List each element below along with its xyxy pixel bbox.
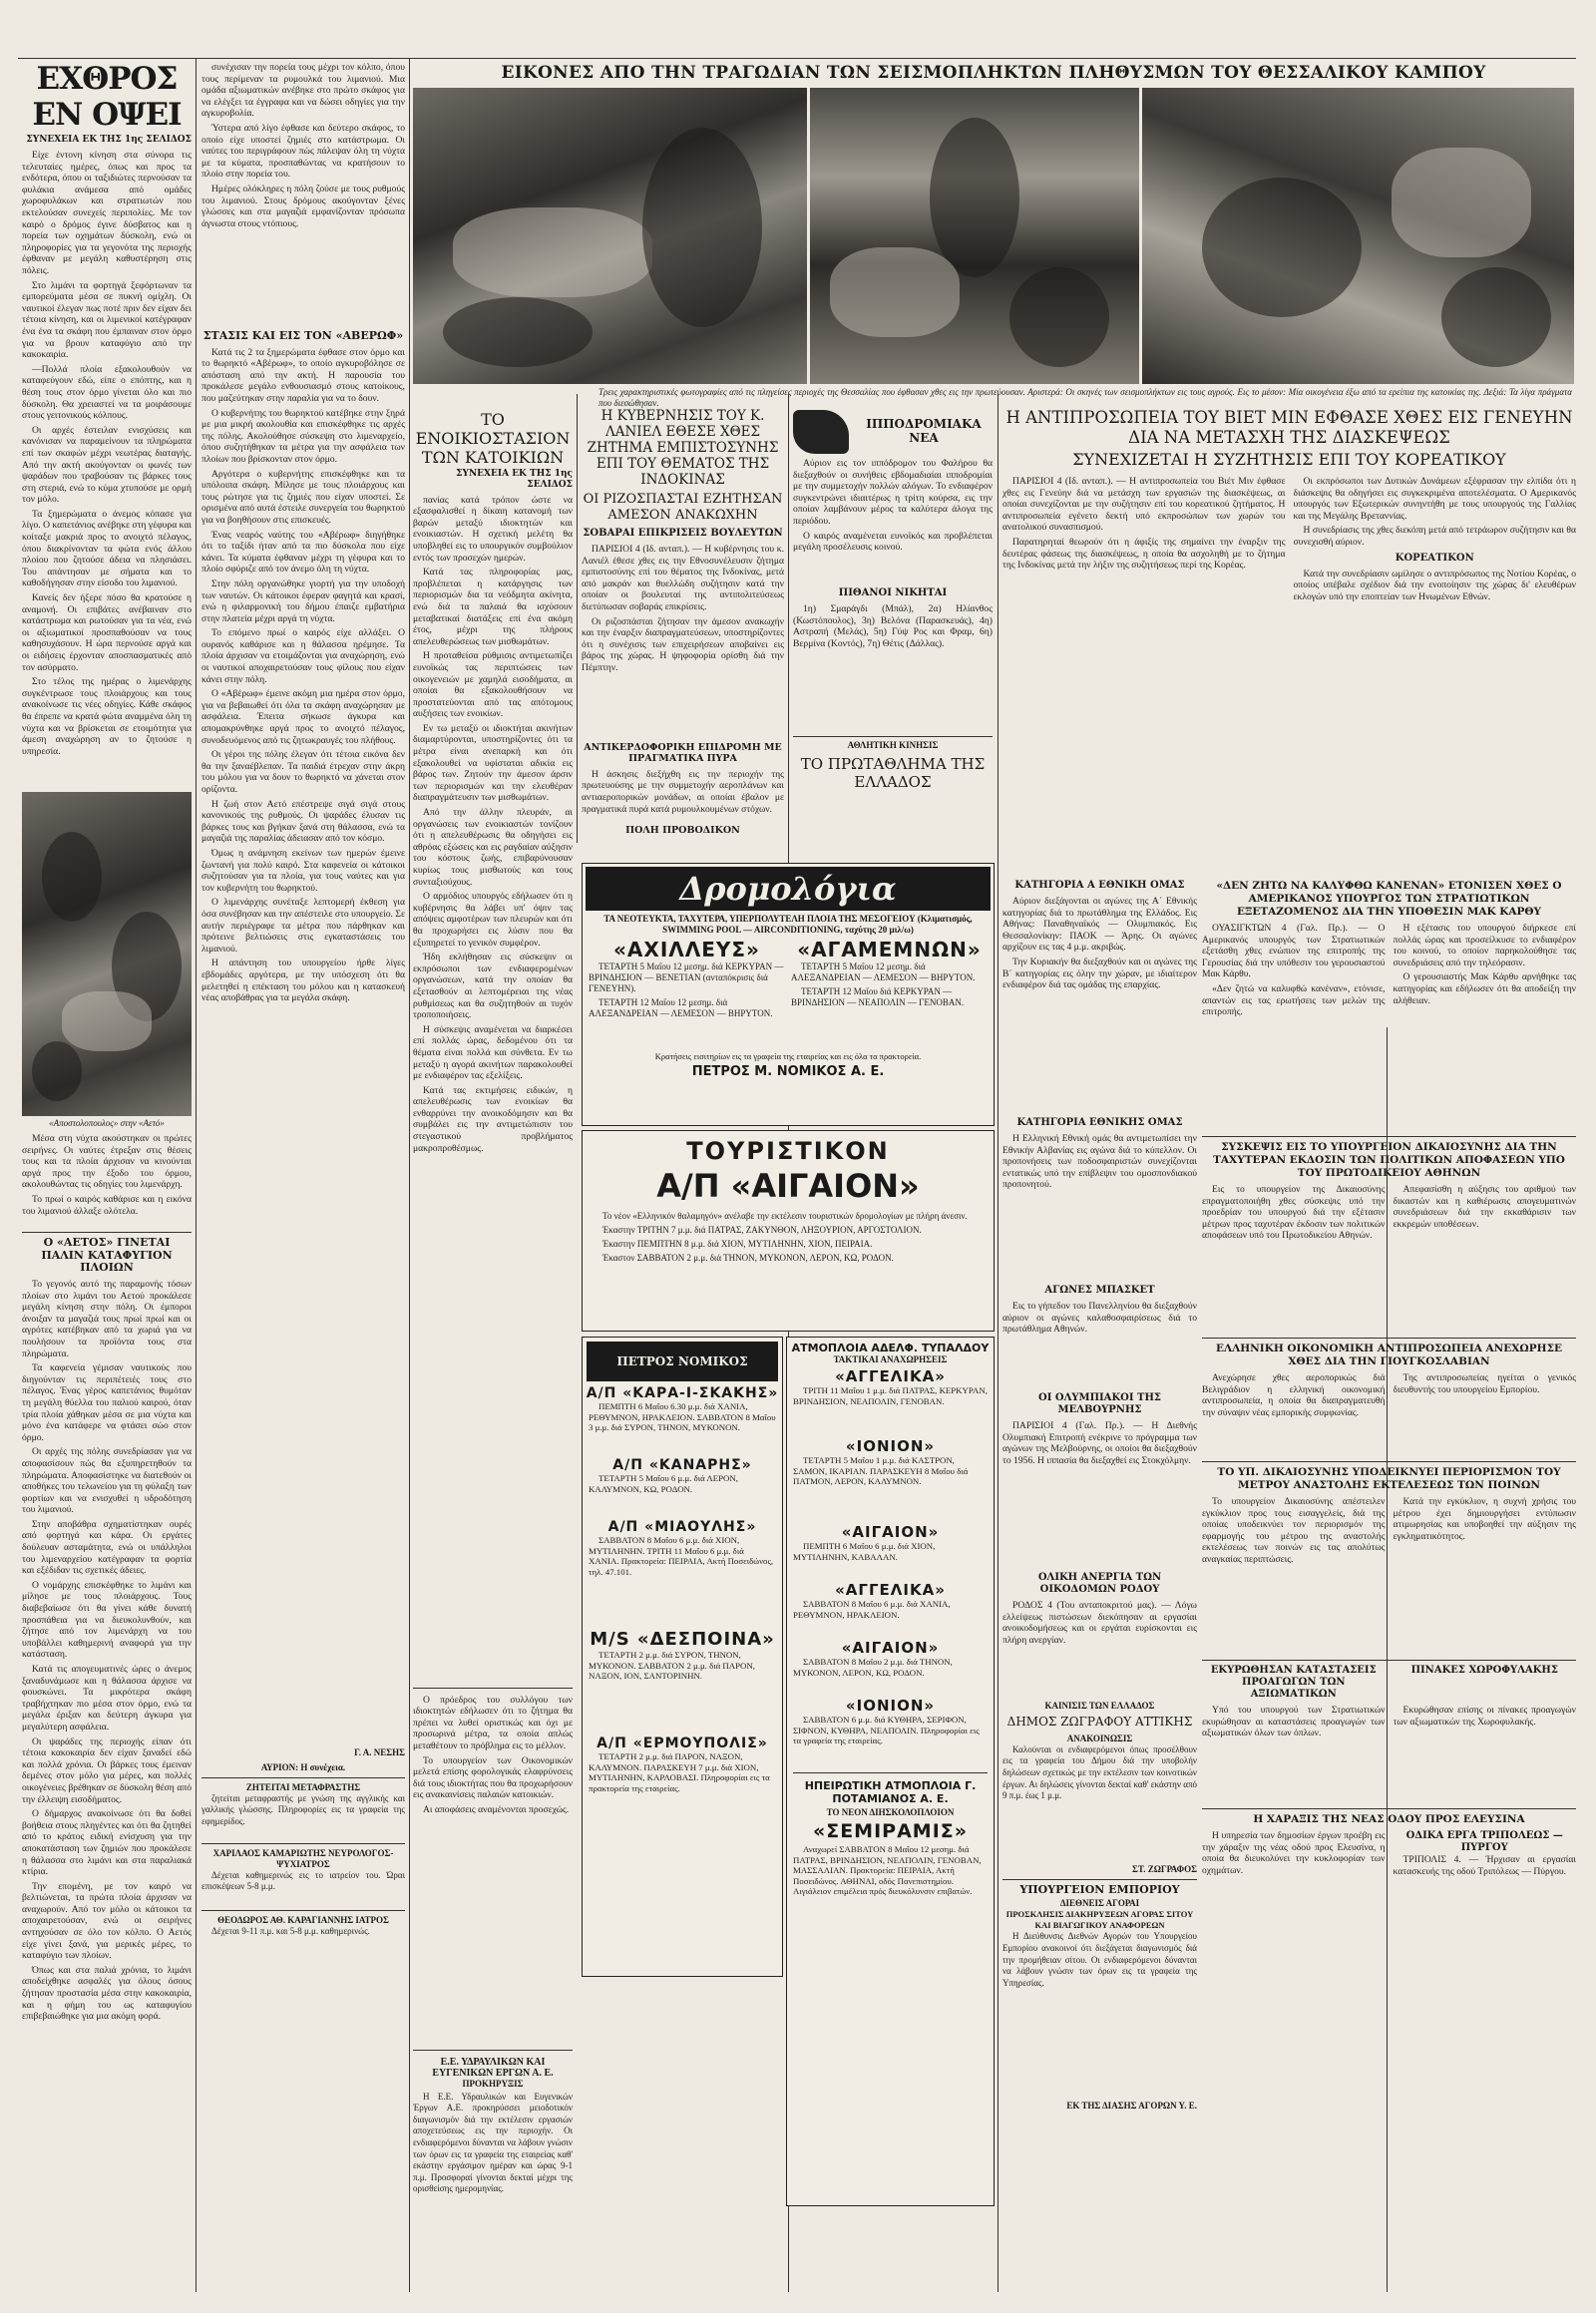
section-divider: [413, 1688, 573, 1689]
ship-schedule: ΤΕΤΑΡΤΗ 5 Μαΐου 6 μ.μ. διά ΛΕΡΟΝ, ΚΑΛΥΜΝΟΝ, ΚΩ, ΡΟΔΟΝ.: [589, 1473, 738, 1494]
article-body: Εις το υπουργείον της Δικαιοσύνης επραγματοποιήθη χθες σύσκεψις υπό την προεδρίαν του υπουργού διά την εξέτασιν μέτρων προς ταχυτέραν έκδοσιν των πολιτικών αποφάσεων υπό του Πρωτοδικείου Αθηνών.: [1202, 1184, 1386, 1242]
article-title: ΤΟ ΕΝΟΙΚΙΟΣΤΑΣΙΟΝ ΤΩΝ ΚΑΤΟΙΚΙΩΝ: [415, 410, 571, 467]
ship-name: «ΑΙΓΑΙΟΝ»: [841, 1639, 940, 1657]
section-headline: ΚΑΤΗΓΟΡΙΑ ΕΘΝΙΚΗΣ ΟΜΑΣ: [1016, 1117, 1183, 1128]
notice-subtitle: ΠΡΟΣΚΛΗΣΙΣ ΔΙΑΚΗΡΥΞΕΩΝ ΑΓΟΡΑΣ ΣΙΤΟΥ ΚΑΙ ΒΙΑΓΩΓΙΚΟΥ ΑΝΑΦΟΡΕΩΝ: [1005, 1909, 1194, 1931]
continued-note: ΣΥΝΕΧΕΙΑ ΕΚ ΤΗΣ 1ης ΣΕΛΙΔΟΣ: [26, 135, 192, 146]
article-subtitle: ΟΙ ΡΙΖΟΣΠΑΣΤΑΙ ΕΖΗΤΗΣΑΝ ΑΜΕΣΟΝ ΑΝΑΚΩΧΗΝ: [583, 492, 783, 523]
dromologia-logo: Δρομολόγια: [586, 867, 991, 911]
notice-signature: ΣΤ. ΖΩΓΡΑΦΟΣ: [1131, 1863, 1197, 1874]
photo-caption: «Αποστολοπουλος» στην «Αετό»: [49, 1118, 165, 1129]
classified-body: ζητείται μεταφραστής με γνώση της αγγλικής και γαλλικής γλώσσης. Πληροφορίες εις τα γραφεία της εφημερίδος.: [201, 1792, 405, 1826]
nomikos-box: [582, 1337, 783, 1977]
typaldou-box: [786, 1337, 995, 2206]
section-headline: ΕΚΥΡΩΘΗΣΑΝ ΚΑΤΑΣΤΑΣΕΙΣ ΠΡΟΑΓΩΓΩΝ ΤΩΝ ΑΞΙΩΜΑΤΙΚΩΝ: [1210, 1665, 1377, 1700]
ship-name: «ΑΓΑΜΕΜΝΩΝ»: [797, 938, 982, 962]
tomorrow-note: ΑΥΡΙΟΝ: Η συνέχεια.: [260, 1761, 346, 1772]
ship-schedule: ΤΕΤΑΡΤΗ 2 μ.μ. διά ΠΑΡΟΝ, ΝΑΞΟΝ, ΚΑΛΥΜΝΟΝ. ΠΑΡΑΣΚΕΥΗ 7 μ.μ. διά ΧΙΟΝ, ΜΥΤΙΛΗΝΗΝ, ΚΑΡΛΟΒΑΣΙ. Πληροφορίαι εις τα πρακτορεία της εταιρείας.: [589, 1751, 770, 1793]
ship-name: Α/Π «ΜΙΑΟΥΛΗΣ»: [607, 1519, 757, 1535]
section-headline: Ο «ΑΕΤΟΣ» ΓΙΝΕΤΑΙ ΠΑΛΙΝ ΚΑΤΑΦΥΓΙΟΝ ΠΛΟΙΩΝ: [41, 1236, 173, 1275]
touristikon-body: Το νέον «Ελληνικόν θαλαμηγόν» ανέλαβε την εκτέλεσιν τουριστικών δρομολογίων με πλήρη άνεσιν. Έκαστην ΤΡΙΤΗΝ 7 μ.μ. διά ΠΑΤΡΑΣ, ΖΑΚΥΝΘΟΝ, ΛΗΞΟΥΡΙΟΝ, ΑΡΓΟΣΤΟΛΙΟΝ. Έκαστην ΠΕΜΠΤΗΝ 8 μ.μ. διά ΧΙΟΝ, ΜΥΤΙΛΗΝΗΝ, ΧΙΟΝ, ΠΕΙΡΑΙΑ. Έκαστον ΣΑΒΒΑΤΟΝ 2 μ.μ. διά ΤΗΝΟΝ, ΜΥΚΟΝΟΝ, ΛΕΡΟΝ, ΚΩ, ΡΟΔΟΝ.: [602, 1211, 968, 1263]
touristikon-title: ΤΟΥΡΙΣΤΙΚΟΝ: [686, 1137, 890, 1165]
classified-ad: ΧΑΡΙΛΑΟΣ ΚΑΜΑΡΙΩΤΗΣ ΝΕΥΡΟΛΟΓΟΣ-ΨΥΧΙΑΤΡΟΣ: [212, 1847, 394, 1869]
article-title: ΕΧΘΡΟΣ ΕΝ ΟΨΕΙ: [32, 61, 182, 133]
earthquake-photo-left: [413, 88, 807, 384]
byline: Γ. Α. ΝΕΣΗΣ: [354, 1746, 405, 1757]
article-body: Αύριον διεξάγονται οι αγώνες της Α΄ Εθνικής κατηγορίας διά το πρωτάθλημα της Ελλάδος. Εις Αθήνας: Παναθηναϊκός — Ολυμπιακός. Εις Θεσσαλονίκην: ΠΑΟΚ — Άρης. Οι αγώνες αρχίζουν εις τας 4 μ.μ. ακριβώς. Την Κυριακήν θα διεξαχθούν και οι αγώνες της Β΄ κατηγορίας εις όλην την χώραν, με ιδιαίτερον ενδιαφέρον διά τας ομάδας της επαρχίας.: [1002, 896, 1197, 991]
section-headline: ΠΙΘΑΝΟΙ ΝΙΚΗΤΑΙ: [838, 587, 948, 598]
ship-name: Α/Π «ΕΡΜΟΥΠΟΛΙΣ»: [597, 1735, 768, 1751]
section-label: ΚΑΙΝΙΣΙΣ ΤΩΝ ΕΛΛΑΔΟΣ: [1044, 1701, 1155, 1711]
article-body: Μέσα στη νύχτα ακούστηκαν οι πρώτες σειρήνες. Οι ναύτες έτρεξαν στις θέσεις τους και τα πλοία άρχισαν να κινούνται αργά προς την έξοδο του όρμου, ακολουθώντας τις οδηγίες του λιμενάρχη. Το πρωί ο καιρός καθάρισε και η εικόνα του λιμανιού άλλαξε ολότελα.: [22, 1133, 192, 1217]
horse-race-icon: [793, 410, 849, 454]
ship-name: M/S «ΔΕΣΠΟΙΝΑ»: [590, 1629, 775, 1650]
notice-title: Ε.Ε. ΥΔΡΑΥΛΙΚΩΝ ΚΑΙ ΕΥΓΕΝΙΚΩΝ ΕΡΓΩΝ Α. Ε.: [432, 2056, 554, 2079]
article-body: Υπό του υπουργού των Στρατιωτικών εκυρώθησαν αι καταστάσεις προαγωγών των αξιωματικών όλων των όπλων.: [1202, 1705, 1386, 1739]
notice-title: ΔΗΜΟΣ ΖΩΓΡΑΦΟΥ ΑΤΤΙΚΗΣ: [1006, 1715, 1193, 1729]
typaldou-title: ΑΤΜΟΠΛΟΙΑ ΑΔΕΛΦ. ΤΥΠΑΛΔΟΥ: [791, 1342, 990, 1354]
ship-name: Α/Π «ΚΑΝΑΡΗΣ»: [612, 1457, 752, 1473]
section-headline: ΚΑΤΗΓΟΡΙΑ Α ΕΘΝΙΚΗ ΟΜΑΣ: [1014, 880, 1185, 891]
section-divider: [793, 736, 993, 737]
ship-name: «ΙΟΝΙΟΝ»: [845, 1697, 936, 1715]
column-1: [22, 60, 192, 2294]
notice-title: ΥΠΟΥΡΓΕΙΟΝ ΕΜΠΟΡΙΟΥ: [1019, 1882, 1180, 1896]
section-divider: [201, 1910, 405, 1911]
dromologia-contact: Κρατήσεις εισιτηρίων εις τα γραφεία της εταιρείας και εις όλα τα πρακτορεία.: [654, 1051, 922, 1061]
ship-name: «ΑΧΙΛΛΕΥΣ»: [613, 938, 760, 962]
column-5-lower: [793, 860, 993, 1329]
article-body: ΠΑΡΙΣΙΟΙ 4 (Ιδ. ανταπ.). — Η αντιπροσωπεία του Βιέτ Μιν έφθασε χθες εις Γενεύην διά να μετάσχη των εργασιών της διασκέψεως, αι οποίαι συνεχίζονται με την συζήτησιν επί του κορεατικού ζητήματος. Η αντιπροσωπεία εγένετο δεκτή υπό εκπροσώπων των χωρών του ανατολικού συνασπισμού. Παρατηρηταί θεωρούν ότι η άφιξίς της σημαίνει την έναρξιν της δευτέρας φάσεως της διασκέψεως, η οποία θα ασχοληθή με το ζήτημα της Ινδοκίνας μετά την λήξιν της συζητήσεως περί της Κορέας.: [1002, 476, 1286, 572]
article-body: Είχε έντονη κίνηση στα σύνορα τις τελευταίες ημέρες, όπως και προς τα ενδότερα, όπου οι ταξιδιώτες περνούσαν τα φυλάκια ανάμεσα από ομάδες χωροφυλάκων και στρατιωτών που εκτελούσαν συνεχείς περιπολίες. Με τον καιρό ο δρόμος έγινε δύσβατος και η πορεία των οχημάτων δύσκολη, ενώ οι πληροφορίες για τα γεγονότα της περιοχής έφθαναν με μεγάλη καθυστέρηση στις πόλεις. Στο λιμάνι τα φορτηγά ξεφόρτωναν τα εμπορεύματα μέσα σε πυκνή ομίχλη. Οι ναυτικοί έλεγαν πως ποτέ πριν δεν είχαν δει τέτοια κίνηση, και οι λιμενικοί κατέγραφαν ένα ένα τα σκάφη που έμπαιναν στον όρμο για να βρουν καταφύγιο από την κακοκαιρία. —Πολλά πλοία εξακολουθούν να καταφεύγουν εδώ, είπε ο επόπτης, και η θέση τους στον όρμο γίνεται όλο και πιο δύσκολη. Θα χρειαστεί να τα μοιράσουμε στους γειτονικούς κόλπους. Οι αρχές έστειλαν ενισχύσεις και κανόνισαν να παραμείνουν τα πληρώματα επί των σκαφών μέχρι νεωτέρας διαταγής. Από την ακτή ακούγονταν οι φωνές των ψαράδων που τραβούσαν τις βάρκες τους στη στεριά, ενώ το κύμα χτυπούσε με ορμή τον μόλο. Τα ξημερώματα ο άνεμος κόπασε για λίγο. Ο καπετάνιος ανέβηκε στη γέφυρα και κοίταξε μακριά προς το ανοιχτό πέλαγος, όπου διακρίνονταν τα φώτα ενός άλλου πλοίου που ζητούσε άδεια να πλησιάσει. Του απάντησαν με σήματα και το καθοδήγησαν στην είσοδο του λιμανιού. Κανείς δεν ήξερε πόσο θα κρατούσε η αναμονή. Οι επιβάτες ανέβαιναν στο κατάστρωμα και ρωτούσαν για τα νέα, ενώ οι αξιωματικοί προσπαθούσαν να τους καθησυχάσουν. Η ώρα περνούσε αργά και οι ειδήσεις έρχονταν αποσπασματικές από τον ασύρματο. Στο τέλος της ημέρας ο λιμενάρχης συγκέντρωσε τους πλοιάρχους και τους ανακοίνωσε τις νέες οδηγίες. Κάθε σκάφος θα έπρεπε να κρατά φώτα αναμμένα όλη τη νύχτα και να βρίσκεται σε ετοιμότητα για άμεση αναχώρηση αν το ζητούσε η υπηρεσία.: [22, 150, 192, 757]
article-body: Αύριον εις τον ιππόδρομον του Φαλήρου θα διεξαχθούν οι συνήθεις εβδομαδιαίαι ιπποδρομίαι με την συμμετοχήν πολλών αλόγων. Το ενδιαφέρον συγκεντρώνει ιδιαιτέρως η τρίτη κούρσα, εις την οποίαν λαμβάνουν μέρος τα καλύτερα άλογα της περιόδου. Ο καιρός αναμένεται ευνοϊκός και προβλέπεται μεγάλη προσέλευσις κοινού.: [793, 458, 993, 554]
section-headline: Η ΧΑΡΑΞΙΣ ΤΗΣ ΝΕΑΣ ΟΔΟΥ ΠΡΟΣ ΕΛΕΥΣΙΝΑ: [1253, 1813, 1525, 1825]
section-divider: [22, 1232, 192, 1233]
section-divider: [793, 1772, 988, 1773]
article-title: Η ΑΝΤΙΠΡΟΣΩΠΕΙΑ ΤΟΥ ΒΙΕΤ ΜΙΝ ΕΦΘΑΣΕ ΧΘΕΣ ΕΙΣ ΓΕΝΕΥΗΝ ΔΙΑ ΝΑ ΜΕΤΑΣΧΗ ΤΗΣ ΔΙΑΣΚΕΨΕΩΣ: [1005, 408, 1573, 447]
section-divider: [201, 1777, 405, 1778]
article-body: Κατά την εγκύκλιον, η συχνή χρήσις του μέτρου έχει δημιουργήσει εντύπωσιν ατιμωρησίας και υποβοηθεί την αύξησιν της εγκληματικότητος.: [1393, 1496, 1576, 1542]
earthquake-photo-center: [810, 88, 1139, 384]
ship-name: «ΑΙΓΑΙΟΝ»: [841, 1523, 940, 1541]
column-4: [582, 404, 784, 823]
notice-subtitle: ΠΡΟΚΗΡΥΞΙΣ: [462, 2078, 524, 2089]
article-body: Η Ελληνική Εθνική ομάς θα αντιμετωπίσει την Εθνικήν Αλβανίας εις αγώνα διά το κύπελλον. Οι προπονήσεις των ποδοσφαιριστών συνεχίζονται εντατικώς υπό την επίβλεψιν του ομοσπονδιακού προπονητού.: [1002, 1133, 1197, 1191]
classified-body: Δέχεται καθημερινώς εις το ιατρείον του. Ώραι επισκέψεων 5-8 μ.μ.: [201, 1869, 405, 1892]
article-body: ΠΑΡΙΣΙΟΙ 4 (Ιδ. ανταπ.). — Η κυβέρνησις του κ. Λανιέλ έθεσε χθες εις την Εθνοσυνέλευσιν ζήτημα εμπιστοσύνης επί του θέματος της Ινδοκίνας, μετά από μακράν και θυελλώδη συζήτησιν κατά την οποίαν οι βουλευταί της αντιπολιτεύσεως διετύπωσαν σοβαράς επικρίσεις. Οι ριζοσπάσται ζήτησαν την άμεσον ανακωχήν και την έναρξιν διαπραγματεύσεων, υποστηρίζοντες ότι η συνέχισις των επιχειρήσεων αποβαίνει εις βάρος της χώρας. Η ψηφοφορία ορίσθη διά την Πέμπτην.: [582, 544, 784, 673]
top-border: [18, 58, 1576, 59]
section-divider: [1002, 1879, 1197, 1880]
section-headline: ΣΤΑΣΙΣ ΚΑΙ ΕΙΣ ΤΟΝ «ΑΒΕΡΩΦ»: [202, 329, 404, 342]
classified-ad: ΘΕΟΔΩΡΟΣ ΑΘ. ΚΑΡΑΓΙΑΝΝΗΣ ΙΑΤΡΟΣ: [217, 1914, 389, 1925]
ship-name: «ΑΓΓΕΛΙΚΑ»: [835, 1581, 946, 1599]
article-body: Ανεχώρησε χθες αεροπορικώς διά Βελιγράδιον η ελληνική οικονομική αντιπροσωπεία, η οποία θα διαπραγματευθή την σύναψιν νέας εμπορικής συμφωνίας.: [1202, 1372, 1386, 1418]
article-body: Της αντιπροσωπείας ηγείται ο γενικός διευθυντής του υπουργείου Εμπορίου.: [1393, 1372, 1576, 1395]
section-label: ΑΘΛΗΤΙΚΗ ΚΙΝΗΣΙΣ: [847, 740, 939, 750]
ship-schedule: ΣΑΒΒΑΤΟΝ 8 Μαΐου 6 μ.μ. διά ΧΙΟΝ, ΜΥΤΙΛΗΝΗΝ. ΤΡΙΤΗ 11 Μαΐου 6 μ.μ. διά ΧΑΝΙΑ. Πρακτορεία: ΠΕΙΡΑΙΑ, Ακτή Ποσειδώνος, τηλ. 47.101.: [589, 1535, 774, 1577]
article-subtitle: ΣΥΝΕΧΙΖΕΤΑΙ Η ΣΥΖΗΤΗΣΙΣ ΕΠΙ ΤΟΥ ΚΟΡΕΑΤΙΚΟΥ: [1072, 450, 1506, 469]
section-headline: «ΔΕΝ ΖΗΤΩ ΝΑ ΚΑΛΥΦΘΩ ΚΑΝΕΝΑΝ» ΕΤΟΝΙΣΕΝ ΧΘΕΣ Ο ΑΜΕΡΙΚΑΝΟΣ ΥΠΟΥΡΓΟΣ ΤΩΝ ΣΤΡΑΤΙΩΤΙΚΩΝ ΕΞΕΤΑΖΟΜΕΝΟΣ ΔΙΑ ΤΗΝ ΥΠΟΘΕΣΙΝ ΜΑΚ ΚΑΡΘΥ: [1216, 880, 1562, 918]
section-headline: ΣΥΣΚΕΨΙΣ ΕΙΣ ΤΟ ΥΠΟΥΡΓΕΙΟΝ ΔΙΚΑΙΟΣΥΝΗΣ ΔΙΑ ΤΗΝ ΤΑΧΥΤΕΡΑΝ ΕΚΔΟΣΙΝ ΤΩΝ ΠΟΛΙΤΙΚΩΝ ΑΠΟΦΑΣΕΩΝ ΥΠΟ ΤΟΥ ΠΡΩΤΟΔΙΚΕΙΟΥ ΑΘΗΝΩΝ: [1213, 1141, 1565, 1179]
column-sports: [1002, 878, 1197, 2294]
section-divider: [1202, 1338, 1576, 1339]
section-title: ΙΠΠΟΔΡΟΜΙΑΚΑ ΝΕΑ: [866, 417, 982, 445]
column-3: [413, 404, 573, 2289]
notice-body: Καλούνται οι ενδιαφερόμενοι όπως προσέλθουν εις τα γραφεία του Δήμου διά την υποβολήν δηλώσεων σχετικώς με την εκτέλεσιν των κοινοτικών έργων. Αι δηλώσεις γίνονται δεκταί καθ' εκάστην από 9 π.μ. έως 1 μ.μ.: [1002, 1743, 1197, 1801]
section-headline: ΣΟΒΑΡΑΙ ΕΠΙΚΡΙΣΕΙΣ ΒΟΥΛΕΥΤΩΝ: [583, 528, 783, 539]
section-divider: [1202, 1461, 1576, 1462]
ship-schedule: ΣΑΒΒΑΤΟΝ 6 μ.μ. διά ΚΥΘΗΡΑ, ΣΕΡΙΦΟΝ, ΣΙΦΝΟΝ, ΚΥΘΗΡΑ, ΝΕΑΠΟΛΙΝ. Πληροφορίαι εις τα γραφεία της εταιρείας.: [793, 1715, 980, 1745]
ship-schedule: ΠΕΜΠΤΗ 6 Μαΐου 6.30 μ.μ. διά ΧΑΝΙΑ, ΡΕΘΥΜΝΟΝ, ΗΡΑΚΛΕΙΟΝ. ΣΑΒΒΑΤΟΝ 8 Μαΐου 3 μ.μ. διά ΣΥΡΟΝ, ΤΗΝΟΝ, ΜΥΚΟΝΟΝ.: [589, 1401, 776, 1432]
article-title: Η ΚΥΒΕΡΝΗΣΙΣ ΤΟΥ Κ. ΛΑΝΙΕΛ ΕΘΕΣΕ ΧΘΕΣ ΖΗΤΗΜΑ ΕΜΠΙΣΤΟΣΥΝΗΣ ΕΠΙ ΤΟΥ ΘΕΜΑΤΟΣ ΤΗΣ ΙΝΔΟΚΙΝΑΣ: [587, 408, 779, 488]
article-body: Η υπηρεσία των δημοσίων έργων προέβη εις την χάραξιν της νέας οδού προς Ελευσίνα, η οποία θα διευκολύνει την κυκλοφορίαν των οχημάτων.: [1202, 1830, 1386, 1876]
earthquake-photo-right: [1142, 88, 1574, 384]
ship-schedule: Αναχωρεί ΣΑΒΒΑΤΟΝ 8 Μαΐου 12 μεσημ. διά ΠΑΤΡΑΣ, ΒΡΙΝΔΗΣΙΟΝ, ΝΕΑΠΟΛΙΝ, ΓΕΝΟΒΑΝ, ΜΑΣΣΑΛΙΑΝ. Πρακτορεία: ΠΕΙΡΑΙΑ, Ακτή Ποσειδώνος. ΑΘΗΝΑΙ, οδός Πανεπιστημίου. Αιγιάλειον επιμέλεια πρός διευκόλυνσιν επιβατών.: [793, 1844, 982, 1896]
article-photo: [22, 792, 192, 1116]
section-divider: [1202, 1808, 1576, 1809]
article-body: Ο πρόεδρος του συλλόγου των ιδιοκτητών εδήλωσεν ότι το ζήτημα θα πρέπει να λυθεί οριστικώς και όχι με προσωρινά μέτρα, τα οποία απλώς μεταθέτουν το πρόβλημα εις το μέλλον. Το υπουργείον των Οικονομικών μελετά επίσης φορολογικάς ελαφρύνσεις διά τους ιδιοκτήτας που θα προχωρήσουν εις ανακαινίσεις παλαιών κατοικιών. Αι αποφάσεις αναμένονται προσεχώς.: [413, 1694, 573, 1815]
ship-schedule: ΤΕΤΑΡΤΗ 5 Μαΐου 12 μεσημ. διά ΚΕΡΚΥΡΑΝ — ΒΡΙΝΔΗΣΙΟΝ — ΒΕΝΕΤΙΑΝ (ανταπόκρισις διά ΓΕΝΕΥΗΝ). ΤΕΤΑΡΤΗ 12 Μαΐου 12 μεσημ. διά ΑΛΕΞΑΝΔΡΕΙΑΝ — ΛΕΜΕΣΟΝ — ΒΗΡΥΤΟΝ.: [589, 962, 784, 1018]
article-body: Οι εκπρόσωποι των Δυτικών Δυνάμεων εξέφρασαν την ελπίδα ότι η διάσκεψις θα οδηγήσει εις συγκεκριμένα αποτελέσματα. Ο Αμερικανός υπουργός των Εξωτερικών συνηντήθη με τους υπουργούς της Γαλλίας και της Μεγάλης Βρεταννίας. Η συνεδρίασις της χθες διεκόπη μετά από τετράωρον συζήτησιν και θα συνεχισθή αύριον. ΚΟΡΕΑΤΙΚΟΝ Κατά την συνεδρίασιν ωμίλησε ο αντιπρόσωπος της Νοτίου Κορέας, ο οποίος υπέβαλε σχέδιον διά την ενοποίησιν της χώρας δι' ελευθέρων εκλογών υπό την εποπτείαν των Ηνωμένων Εθνών.: [1293, 476, 1576, 602]
notice-signature: ΕΚ ΤΗΣ ΔΙΑΣΗΣ ΑΓΟΡΩΝ Υ. Ε.: [1066, 2101, 1197, 2112]
photo-caption: Τρεις χαρακτηριστικές φωτογραφίες από τις πληγείσες περιοχές της Θεσσαλίας που έφθασαν χθες εις την πρωτεύουσαν. Αριστερά: Οι σκηνές των σεισμοπλήκτων εις τους αγρούς. Εις το μέσον: Μία οικογένεια έξω από τα ερείπια της κατοικίας της. Δεξιά: Τα λίγα πράγματα που διεσώθησαν.: [598, 387, 1572, 408]
notice-body: Η Ε.Ε. Υδραυλικών και Ευγενικών Έργων Α.Ε. προκηρύσσει μειοδοτικόν διαγωνισμόν διά την εκτέλεσιν εργασιών αποχετεύσεως εις την περιοχήν. Οι ενδιαφερόμενοι δύνανται να λάβουν γνώσιν των όρων εις τα γραφεία της εταιρείας καθ' εκάστην εργάσιμον ημέραν και ώρας 9-1 π.μ. Προσφοραί γίνονται δεκταί μέχρι της ορισθείσης ημερομηνίας.: [413, 2091, 573, 2194]
article-body: Η άσκησις διεξήχθη εις την περιοχήν της πρωτευούσης με την συμμετοχήν αεροπλάνων και αντιαεροπορικών μονάδων, αι οποίαι έβαλον με πραγματικά πυρά κατά ρυμουλκουμένων στόχων.: [582, 768, 784, 815]
potamianos-title: ΗΠΕΙΡΩΤΙΚΗ ΑΤΜΟΠΛΟΙΑ Γ. ΠΟΤΑΜΙΑΝΟΣ Α. Ε.: [804, 1779, 977, 1805]
ship-schedule: ΠΕΜΠΤΗ 6 Μαΐου 6 μ.μ. διά ΧΙΟΝ, ΜΥΤΙΛΗΝΗΝ, ΚΑΒΑΛΑΝ.: [793, 1541, 936, 1562]
section-headline: ΟΔΙΚΑ ΕΡΓΑ ΤΡΙΠΟΛΕΩΣ — ΠΥΡΓΟΥ: [1405, 1830, 1563, 1853]
column-2: [201, 62, 405, 2291]
section-headline: ΑΓΩΝΕΣ ΜΠΑΣΚΕΤ: [1044, 1285, 1155, 1296]
column-6: [1002, 404, 1576, 873]
touristikon-ship: Α/Π «ΑΙΓΑΙΟΝ»: [656, 1167, 920, 1205]
section-divider: [1202, 1660, 1576, 1661]
section-divider: [1202, 1136, 1576, 1137]
ship-name: «ΣΕΜΙΡΑΜΙΣ»: [812, 1820, 969, 1842]
ship-schedule: ΤΕΤΑΡΤΗ 5 Μαΐου 12 μεσημ. διά ΑΛΕΞΑΝΔΡΕΙΑΝ — ΛΕΜΕΣΟΝ — ΒΗΡΥΤΟΝ. ΤΕΤΑΡΤΗ 12 Μαΐου διά ΚΕΡΚΥΡΑΝ — ΒΡΙΝΔΗΣΙΟΝ — ΝΕΑΠΟΛΙΝ — ΓΕΝΟΒΑΝ.: [791, 962, 976, 1007]
article-body: Κατά τις 2 τα ξημερώματα έφθασε στον όρμο και το θωρηκτό «Αβέρωφ», το οποίο αγκυροβόλησε σε απόσταση από την ακτή. Η παρουσία του προκάλεσε μεγάλο ενθουσιασμό στους κατοίκους, που μαζεύτηκαν στην παραλία για να το δουν. Ο κυβερνήτης του θωρηκτού κατέβηκε στην ξηρά με μια μικρή ακολουθία και επισκέφθηκε τις αρχές της πόλης. Ακολούθησε σύσκεψη στο λιμεναρχείο, όπου συζητήθηκαν τα μέτρα για την ασφάλεια των πλοίων που βρίσκονταν στον όρμο. Αργότερα ο κυβερνήτης επισκέφθηκε και τα υπόλοιπα σκάφη. Μίλησε με τους πλοιάρχους και τους ρώτησε για τις ζημιές που είχαν υποστεί. Σε ορισμένα από αυτά έστειλε συνεργεία του θωρηκτού για να βοηθήσουν στις επισκευές. Ένας νεαρός ναύτης του «Αβέρωφ» διηγήθηκε ότι το ταξίδι ήταν από τα πιο δύσκολα που είχε κάνει. Τα κύματα έφθαναν μέχρι τη γέφυρα και το πλοίο σφύριζε από τον άνεμο όλη τη νύχτα. Στην πόλη οργανώθηκε γιορτή για την υποδοχή των ναυτών. Οι κάτοικοι έφεραν φαγητά και κρασί, ενώ η φιλαρμονική του δήμου έπαιζε εμβατήρια στην πλατεία μέχρι αργά τη νύχτα. Το επόμενο πρωί ο καιρός είχε αλλάξει. Ο ουρανός καθάρισε και η θάλασσα ηρέμησε. Τα πλοία άρχισαν να ετοιμάζονται για αναχώρηση, ενώ οι ναυτικοί αποχαιρετούσαν τους φίλους που είχαν κάνει στην πόλη. Ο «Αβέρωφ» έμεινε ακόμη μια ημέρα στον όρμο, για να βεβαιωθεί ότι όλα τα σκάφη αναχώρησαν με ασφάλεια. Έπειτα σήκωσε άγκυρα και απομακρύνθηκε αργά προς το ανοιχτό πέλαγος, συνοδευόμενος από τις ζητωκραυγές του πλήθους. Οι γέροι της πόλης έλεγαν ότι τέτοια εικόνα δεν θα την ξαναέβλεπαν. Τα παιδιά έτρεχαν στην άκρη του μόλου για να δουν το θωρηκτό να χάνεται στον ορίζοντα. Η ζωή στον Αετό επέστρεψε σιγά σιγά στους κανονικούς της ρυθμούς. Οι ψαράδες έλυσαν τις βάρκες τους και βγήκαν ξανά στη θάλασσα, ενώ τα μαγαζιά της παραλίας άδειασαν από τον κόσμο. Όμως η ανάμνηση εκείνων των ημερών έμεινε ζωντανή για πολύ καιρό. Στα καφενεία οι κάτοικοι συζητούσαν για τα πλοία, για τους ναύτες και για τον κυβερνήτη του θωρηκτού. Ο λιμενάρχης συνέταξε λεπτομερή έκθεση για όσα συνέβησαν και την απέστειλε στο υπουργείο. Σε αυτήν περιέγραφε τα μέτρα που πάρθηκαν και πρότεινε βελτιώσεις στις εγκαταστάσεις του λιμανιού. Η απάντηση του υπουργείου ήρθε λίγες εβδομάδες αργότερα, με την υπόσχεση ότι θα μελετηθεί η επέκταση του μόλου και η κατασκευή νέας αποβάθρας για τα μεγάλα σκάφη.: [201, 346, 405, 1004]
section-headline: ΠΙΝΑΚΕΣ ΧΩΡΟΦΥΛΑΚΗΣ: [1410, 1665, 1558, 1676]
typaldou-subtitle: ΤΑΚΤΙΚΑΙ ΑΝΑΧΩΡΗΣΕΙΣ: [833, 1354, 948, 1364]
article-body: Εκυρώθησαν επίσης οι πίνακες προαγωγών των αξιωματικών της Χωροφυλακής.: [1393, 1705, 1576, 1728]
potamianos-subtitle: ΤΟ ΝΕΟΝ ΔΙΗΣΚΟΛΟΠΛΟΙΟΝ: [826, 1807, 955, 1817]
section-headline: ΑΝΤΙΚΕΡΔΟΦΟΡΙΚΗ ΕΠΙΔΡΟΜΗ ΜΕ ΠΡΑΓΜΑΤΙΚΑ ΠΥΡΑ: [584, 742, 782, 765]
section-headline: ΕΛΛΗΝΙΚΗ ΟΙΚΟΝΟΜΙΚΗ ΑΝΤΙΠΡΟΣΩΠΕΙΑ ΑΝΕΧΩΡΗΣΕ ΧΘΕΣ ΔΙΑ ΤΗΝ ΓΙΟΥΓΚΟΣΛΑΒΙΑΝ: [1215, 1343, 1563, 1367]
article-body: ΤΡΙΠΟΛΙΣ 4. — Ήρχισαν αι εργασίαι κατασκευής της οδού Τριπόλεως — Πύργου.: [1393, 1854, 1576, 1877]
section-divider: [413, 2050, 573, 2051]
article-body: Η εξέτασις του υπουργού διήρκεσε επί πολλάς ώρας και προσείλκυσε το ενδιαφέρον του κοινού, το οποίον παρηκολούθησε τας συνεδριάσεις από την τηλεόρασιν. Ο γερουσιαστής Μακ Κάρθυ αρνήθηκε τας κατηγορίας και εδήλωσεν ότι θα αποδείξη την αλήθειαν.: [1393, 923, 1576, 1006]
ship-schedule: ΤΕΤΑΡΤΗ 5 Μαΐου 1 μ.μ. διά ΚΑΣΤΡΟΝ, ΣΑΜΟΝ, ΙΚΑΡΙΑΝ. ΠΑΡΑΣΚΕΥΗ 8 Μαΐου διά ΠΑΤΜΟΝ, ΛΕΡΟΝ, ΚΑΛΥΜΝΟΝ.: [793, 1455, 969, 1486]
section-headline: ΤΟ ΥΠ. ΔΙΚΑΙΟΣΥΝΗΣ ΥΠΟΔΕΙΚΝΥΕΙ ΠΕΡΙΟΡΙΣΜΟΝ ΤΟΥ ΜΕΤΡΟΥ ΑΝΑΣΤΟΛΗΣ ΕΚΤΕΛΕΣΕΩΣ ΤΩΝ ΠΟΙΝΩΝ: [1217, 1466, 1561, 1491]
article-body: πανίας κατά τρόπον ώστε να εξασφαλισθεί η δίκαιη κατανομή των βαρών μεταξύ ιδιοκτητών και ενοικιαστών. Η σχετική μελέτη θα υποβληθεί εις το υπουργικόν συμβούλιον εντός των προσεχών ημερών. Κατά τας πληροφορίας μας, προβλέπεται η κατάργησις των περιορισμών δια τα νεόδμητα ακίνητα, ενώ διά τα παλαιά θα ισχύσουν μεταβατικαί διατάξεις επί ένα ακόμη έτος, μέχρι της πλήρους απελευθερώσεως των μισθωμάτων. Η προταθείσα ρύθμισις αντιμετωπίζει ευνοϊκώς τας περιπτώσεις των οικογενειών με χαμηλά εισοδήματα, αι οποίαι θα εξακολουθήσουν να προστατεύονται από τας απότομους αυξήσεις των ενοικίων. Εν τω μεταξύ οι ιδιοκτήται ακινήτων διαμαρτύρονται, υποστηρίζοντες ότι τα μέτρα είναι ανεπαρκή και ότι εξακολουθεί να υφίσταται αδικία εις βάρος των. Ζητούν την άμεσον άρσιν των περιορισμών και την ελευθέραν διαπραγμάτευσιν των μισθωμάτων. Από την άλλην πλευράν, αι οργανώσεις των ενοικιαστών τονίζουν ότι η απελευθέρωσις θα οδηγήσει εις αθρόας εξώσεις και εις ραγδαίαν αύξησιν του κόστους ζωής, επιβαρύνουσαν κυρίως τους μισθωτούς και τους συνταξιούχους. Ο αρμόδιος υπουργός εδήλωσεν ότι η κυβέρνησις θα λάβει υπ' όψιν τας απόψεις αμφοτέρων των πλευρών και ότι θα προχωρήσει εις λύσιν που θα εξυπηρετεί το γενικόν συμφέρον. Ήδη εκλήθησαν εις σύσκεψιν οι εκπρόσωποι των ενδιαφερομένων οργανώσεων, κατά την οποίαν θα εξετασθούν αι λεπτομέρειαι της νέας ρυθμίσεως και θα συζητηθούν αι τυχόν τροποποιήσεις. Η σύσκεψις αναμένεται να διαρκέσει επί πολλάς ώρας, δεδομένου ότι τα θέματα είναι πολλά και σύνθετα. Εν τω μεταξύ η αγορά ακινήτων παρακολουθεί με ενδιαφέρον τας εξελίξεις. Κατά τας εκτιμήσεις ειδικών, η απελευθέρωσις των ενοικίων θα ενθαρρύνει την ανοικοδόμησιν και θα συμβάλει εις την αντιμετώπισιν του στεγαστικού προβλήματος μακροπροθέσμως.: [413, 494, 573, 1154]
notice-subtitle: ΔΙΕΘΝΕΙΣ ΑΓΟΡΑΙ: [1059, 1898, 1140, 1909]
nomikos-logo: ΠΕΤΡΟΣ ΝΟΜΙΚΟΣ: [587, 1342, 778, 1381]
article-body: Απεφασίσθη η αύξησις του αριθμού των δικαστών και η καθιέρωσις απογευματινών συνεδριάσεων διά την εκκαθάρισιν των εκκρεμών υποθέσεων.: [1393, 1184, 1576, 1230]
dromologia-intro: ΤΑ ΝΕΟΤΕΥΚΤΑ, ΤΑΧΥΤΕΡΑ, ΥΠΕΡΠΟΛΥΤΕΛΗ ΠΛΟΙΑ ΤΗΣ ΜΕΣΟΓΕΙΟΥ (Κλιματισμός, SWIMMING POOL — AIRCONDITIONING, ταχύτης 20 μιλ/ω): [603, 914, 973, 935]
ship-name: «ΙΟΝΙΟΝ»: [845, 1437, 936, 1455]
article-body: ΠΑΡΙΣΙΟΙ 4 (Γαλ. Πρ.). — Η Διεθνής Ολυμπιακή Επιτροπή ενέκρινε το πρόγραμμα των αγώνων της Μελβούρνης, οι οποίοι θα διεξαχθούν το 1956. Η ιππασία θα διεξαχθεί εις Στοκχόλμην.: [1002, 1420, 1197, 1466]
article-body: 1η) Σμαράγδι (Μπάλ), 2α) Ηλίανθος (Κωστόπουλος), 3η) Βελόνα (Παρασκευάς), 4η) Αστραπή (Μελάς), 5η) Γύψ Ρος και Φραμ, 6η) Βερμίνα (Κοντός), 7η) Θέτις (Δάλλας).: [793, 603, 993, 649]
article-title: ΤΟ ΠΡΩΤΑΘΛΗΜΑ ΤΗΣ ΕΛΛΑΔΟΣ: [800, 755, 986, 791]
classified-body: Δέχεται 9-11 π.μ. και 5-8 μ.μ. καθημερινώς.: [211, 1925, 370, 1936]
section-headline: ΠΟΛΗ ΠΡΟΒΟΔΙΚΟΝ: [625, 825, 740, 836]
column-4-lower: [582, 823, 784, 863]
column-5: [793, 404, 993, 858]
column-rule: [577, 394, 578, 843]
section-headline: ΟΙ ΟΛΥΜΠΙΑΚΟΙ ΤΗΣ ΜΕΛΒΟΥΡΝΗΣ: [1038, 1392, 1161, 1415]
article-body: Το υπουργείον Δικαιοσύνης απέστειλεν εγκύκλιον προς τους εισαγγελείς, διά της οποίας υποδεικνύει τον περιορισμόν της εφαρμογής του μέτρου της αναστολής εκτελέσεως των ποινών εις τας απολύτως αναγκαίας περιπτώσεις.: [1202, 1496, 1386, 1565]
ship-name: Α/Π «ΚΑΡΑ-Ι-ΣΚΑΚΗΣ»: [586, 1385, 779, 1401]
ship-name: «ΑΓΓΕΛΙΚΑ»: [835, 1367, 946, 1385]
classified-ad: ΖΗΤΕΙΤΑΙ ΜΕΤΑΦΡΑΣΤΗΣ: [245, 1781, 361, 1792]
ship-schedule: ΤΕΤΑΡΤΗ 2 μ.μ. διά ΣΥΡΟΝ, ΤΗΝΟΝ, ΜΥΚΟΝΟΝ. ΣΑΒΒΑΤΟΝ 2 μ.μ. διά ΠΑΡΟΝ, ΝΑΞΟΝ, ΙΟΝ, ΣΑΝΤΟΡΙΝΗΝ.: [589, 1650, 755, 1681]
ship-schedule: ΤΡΙΤΗ 11 Μαΐου 1 μ.μ. διά ΠΑΤΡΑΣ, ΚΕΡΚΥΡΑΝ, ΒΡΙΝΔΗΣΙΟΝ, ΝΕΑΠΟΛΙΝ, ΓΕΝΟΒΑΝ.: [793, 1385, 988, 1406]
article-body: Εις το γήπεδον του Πανελληνίου θα διεξαχθούν αύριον οι αγώνες καλαθοσφαιρίσεως διά το πρωτάθλημα Αθηνών.: [1002, 1301, 1197, 1336]
column-rule: [409, 58, 410, 2292]
continued-note: ΣΥΝΕΧΕΙΑ ΕΚ ΤΗΣ 1ης ΣΕΛΙΔΟΣ: [456, 469, 573, 490]
notice-body: Η Διεύθυνσις Διεθνών Αγορών του Υπουργείου Εμπορίου ανακοινοί ότι διεξάγεται διαγωνισμός διά την προμήθειαν σίτου. Οι ενδιαφερόμενοι δύνανται να λάβουν γνώσιν των όρων εις τα γραφεία της Υπηρεσίας.: [1002, 1931, 1197, 1988]
column-rule: [196, 58, 197, 2292]
ship-schedule: ΣΑΒΒΑΤΟΝ 8 Μαΐου 6 μ.μ. διά ΧΑΝΙΑ, ΡΕΘΥΜΝΟΝ, ΗΡΑΚΛΕΙΟΝ.: [793, 1599, 951, 1620]
notice-subtitle: ΑΝΑΚΟΙΝΩΣΙΣ: [1066, 1733, 1133, 1743]
column-6-lower: [1202, 878, 1576, 2294]
article-body: συνέχισαν την πορεία τους μέχρι τον κόλπο, όπου τους περίμεναν τα ρυμουλκά του λιμανιού. Μια ομάδα αξιωματικών ανέβηκε στο πρώτο σκάφος για να ελέγξει τα έγγραφα και να δώσει οδηγίες για την αγκυροβολία. Ύστερα από λίγο έφθασε και δεύτερο σκάφος, το οποίο είχε υποστεί ζημιές στο κατάστρωμα. Οι ναύτες του περιγράφουν πώς πάλεψαν όλη τη νύχτα με τα κύματα, προσπαθώντας να κρατήσουν το πλοίο στην πορεία του. Ημέρες ολόκληρες η πόλη ζούσε με τους ρυθμούς του λιμανιού. Στους δρόμους ακούγονταν ξένες γλώσσες και στα μαγαζιά εμφανίζονταν πρόσωπα άγνωστα στους ντόπιους.: [201, 62, 405, 229]
section-headline: ΟΛΙΚΗ ΑΝΕΡΓΙΑ ΤΩΝ ΟΙΚΟΔΟΜΩΝ ΡΟΔΟΥ: [1037, 1572, 1162, 1595]
article-body: ΟΥΑΣΙΓΚΤΩΝ 4 (Γαλ. Πρ.). — Ο Αμερικανός υπουργός των Στρατιωτικών εξετάσθη χθες ενώπιον της επιτροπής της Γερουσίας διά την υπόθεσιν του γερουσιαστού Μακ Κάρθυ. «Δεν ζητώ να καλυφθώ κανέναν», ετόνισε, απαντών εις τας ερωτήσεις των μελών της επιτροπής.: [1202, 923, 1386, 1018]
photo-banner-title: ΕΙΚΟΝΕΣ ΑΠΟ ΤΗΝ ΤΡΑΓΩΔΙΑΝ ΤΩΝ ΣΕΙΣΜΟΠΛΗΚΤΩΝ ΠΛΗΘΥΣΜΩΝ ΤΟΥ ΘΕΣΣΑΛΙΚΟΥ ΚΑΜΠΟΥ: [501, 63, 1486, 83]
company-name: ΠΕΤΡΟΣ Μ. ΝΟΜΙΚΟΣ Α. Ε.: [691, 1064, 885, 1079]
section-divider: [201, 1843, 405, 1844]
ship-schedule: ΣΑΒΒΑΤΟΝ 8 Μαΐου 2 μ.μ. διά ΤΗΝΟΝ, ΜΥΚΟΝΟΝ, ΛΕΡΟΝ, ΚΩ, ΡΟΔΟΝ.: [793, 1657, 953, 1678]
section-headline: ΚΟΡΕΑΤΙΚΟΝ: [1395, 552, 1474, 564]
article-body: Το γεγονός αυτό της παραμονής τόσων πλοίων στο λιμάνι του Αετού προκάλεσε μεγάλη κίνηση στην πόλη. Οι έμποροι άνοιξαν τα μαγαζιά τους πρωί πρωί και οι αγρότες κατέβηκαν από τα χωριά για να πουλήσουν τα προϊόντα τους στα πληρώματα. Τα καφενεία γέμισαν ναυτικούς που διηγούνταν τις περιπέτειές τους στο πέλαγος. Ένας γέρος καπετάνιος θυμόταν τη μεγάλη θύελλα του παλιού καιρού, όταν τρία πλοία χάθηκαν μέσα σε μια νύχτα και μόνο ένα κατάφερε να φτάσει σώο στον όρμο. Οι αρχές της πόλης συνεδρίασαν για να αποφασίσουν πώς θα εξυπηρετηθούν τα πληρώματα. Αποφασίστηκε να διατεθούν οι αποθήκες του τελωνείου για τη φύλαξη των φορτίων και να ενισχυθεί η υδροδότηση του λιμανιού. Στην αποβάθρα σχηματίστηκαν ουρές από φορτηγά και κάρα. Οι εργάτες δούλευαν ασταμάτητα, ενώ οι υπάλληλοι του λιμεναρχείου κατέγραφαν τα φορτία και εξέδιδαν τις σχετικές άδειες. Ο νομάρχης επισκέφθηκε το λιμάνι και μίλησε με τους πλοιάρχους. Τους διαβεβαίωσε ότι θα γίνει κάθε δυνατή προσπάθεια για να διευκολυνθούν, και ζήτησε από τον λιμενάρχη να του υποβάλλει καθημερινή αναφορά για την κατάσταση. Κατά τις απογευματινές ώρες ο άνεμος ξαναδυνάμωσε και η θάλασσα άρχισε να φουσκώνει. Τα μικρότερα σκάφη τραβήχτηκαν πιο μέσα στον όρμο, ενώ τα μεγάλα έριξαν και δεύτερη άγκυρα για μεγαλύτερη ασφάλεια. Οι ψαράδες της περιοχής είπαν ότι τέτοια κακοκαιρία δεν είχαν ξαναδεί εδώ και πολλά χρόνια. Οι βάρκες τους έμειναν δεμένες στον μόλο για μέρες, και πολλές οικογένειες βρέθηκαν σε δύσκολη θέση από την έλλειψη εισοδήματος. Ο δήμαρχος ανακοίνωσε ότι θα δοθεί βοήθεια στους πληγέντες και ότι θα ζητηθεί από το κράτος ειδική ενίσχυση για την αποκατάσταση των ζημιών που προκάλεσε η θάλασσα στο λιμάνι και στα παραλιακά κτίρια. Την επομένη, με τον καιρό να βελτιώνεται, τα πρώτα πλοία άρχισαν να αναχωρούν. Από τον μόλο οι κάτοικοι τα αποχαιρετούσαν, ενώ οι σειρήνες αντηχούσαν σε όλο τον κόλπο. Ο Αετός είχε γίνει ξανά, για μερικές μέρες, το καταφύγιο των πλοίων. Όπως και στα παλιά χρόνια, το λιμάνι αποδείχθηκε ασφαλές για όλους όσους ζήτησαν προστασία μέσα στην κακοκαιρία, και η φήμη του ως καταφυγίου επιβεβαιώθηκε για μια ακόμη φορά.: [22, 1279, 192, 2023]
article-body: ΡΟΔΟΣ 4 (Του ανταποκριτού μας). — Λόγω ελλείψεως πιστώσεων διεκόπησαν αι εργασίαι ανοικοδομήσεως και οι εργάται ευρίσκονται εις πλήρη ανεργίαν.: [1002, 1600, 1197, 1646]
